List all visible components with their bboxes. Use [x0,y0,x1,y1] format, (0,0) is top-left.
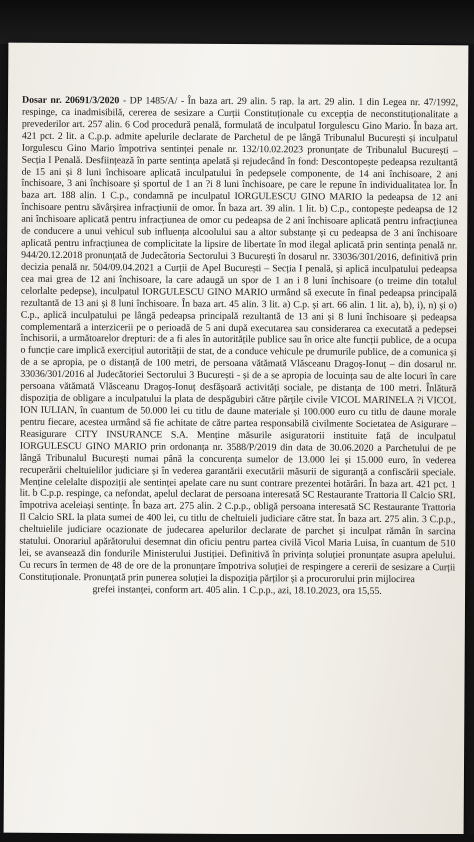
case-number: Dosar nr. 20691/3/2020 [22,94,120,107]
decision-body: - DP 1485/A/ - În baza art. 29 alin. 5 rap. la art. 29 alin. 1 din Legea nr. 47/1992, respinge, ca inadmisibilă, cererea de sesizare a Curții Constituționale cu excepția de neconstituționalitate a prevederilor art. 257 alin. 6 Cod procedură penală, formulată de inculpatul Iorgulescu Gino Mario. În baza art. 421 pct. 2 lit. a C.p.p. admite apelurile declarate de Parchetul de pe lângă Tribunalul București și inculpatul Iorgulescu Gino Mario împotriva sentinței penale nr. 132/10.02.2023 pronunțate de Tribunalul București – Secția I Penală. Desființează în parte sentința apelată și rejudecând în fond: Descontopește pedeapsa rezultantă de 15 ani și 8 luni închisoare aplicată inculpatului în pedepsele componente, de 14 ani închisoare, 2 ani închisoare, 3 ani închisoare și sportul de 1 an ?i 8 luni închisoare, pe care le repune în individualitatea lor. În baza art. 188 alin. 1 C.p., condamnă pe inculpatul IORGULESCU GINO MARIO la pedeapsa de 12 ani închisoare pentru săvârșirea infracțiunii de omor. În baza art. 39 alin. 1 lit. b) C.p., contopește pedeapsa de 12 ani închisoare aplicată pentru infracțiunea de omor cu pedeapsa de 2 ani închisoare aplicată pentru infracțiunea de conducere a unui vehicul sub influența alcoolului sau a altor substanțe și cu pedeapsa de 3 ani închisoare aplicată pentru infracțiunea de complicitate la lipsire de libertate în mod ilegal aplicată prin sentința penală nr. 944/20.12.2018 pronunțată de Judecătoria Sectorului 3 București în dosarul nr. 33036/301/2016, definitivă prin decizia penală nr. 504/09.04.2021 a Curții de Apel București – Secția I penală, și aplică inculpatului pedeapsa cea mai grea de 12 ani închisoare, la care adaugă un spor de 1 an i 8 luni închisoare (o treime din totalul celorlalte pedepse), inculpatul IORGULESCU GINO MARIO urmând să execute în final pedeapsa principală rezultantă de 13 ani și 8 luni închisoare. În baza art. 45 alin. 3 lit. a) C.p. și art. 66 alin. 1 lit. a), b), i), n) și o) C.p., aplică inculpatului pe lângă pedeapsa principală rezultantă de 13 ani și 8 luni închisoare și pedeapsa complementară a interzicerii pe o perioadă de 5 ani după executarea sau considerarea ca executată a pedepsei închisorii, a următoarelor drepturi: de a fi ales în autoritățile publice sau în orice alte funcții publice, de a ocupa o funcție care implică exercițiul autorității de stat, de a conduce vehicule pe drumurile publice, de a comunica și de a se apropia, pe o distanță de 100 metri, de persoana vătămată Vlăsceanu Dragoș-Ionuț – din dosarul nr. 33036/301/2016 al Judecătoriei Sectorului 3 București - și de a se apropia de locuința sau de alte locuri în care persoana vătămată Vlăsceanu Dragoș-Ionuț desfășoară activități sociale, pe distanța de 100 metri. Înlătură dispoziția de obligare a inculpatului la plata de despăgubiri către părțile civile VICOL MARINELA ?i VICOL ION IULIAN, în cuantum de 50.000 lei cu titlu de daune materiale și 100.000 euro cu titlu de daune morale pentru fiecare, acestea urmând să fie achitate de către partea responsabilă civilmente Societatea de Asigurare – Reasigurare CITY INSURANCE S.A. Menține măsurile asiguratorii instituite față de inculpatul IORGULESCU GINO MARIO prin ordonanța nr. 3588/P/2019 din data de 30.06.2020 a Parchetului de pe lângă Tribunalul București numai până la concurența sumelor de 13.000 lei și 15.000 euro, în vederea recuperării cheltuielilor judiciare și în vederea garantării executării măsurii de siguranță a confiscării speciale. Menține celelalte dispoziții ale sentinței apelate care nu sunt contrare prezentei hotărâri. În baza art. 421 pct. 1 lit. b C.p.p. respinge, ca nefondat, apelul declarat de persoana interesată SC Restaurante Trattoria Il Calcio SRL împotriva aceleiași sentințe. În baza art. 275 alin. 2 C.p.p., obligă persoana interesată SC Restaurante Trattoria Il Calcio SRL la plata sumei de 400 lei, cu titlu de cheltuieli judiciare către stat. În baza art. 275 alin. 3 C.p.p., cheltuielile judiciare ocazionate de judecarea apelurilor declarate de parchet și inculpat rămân în sarcina statului. Onorariul apărătorului desemnat din oficiu pentru partea civilă Vicol Maria Luisa, în cuantum de 510 lei, se avansează din fondurile Ministerului Justiției. Definitivă în privința soluției pronunțate asupra apelului. Cu recurs în termen de 48 de ore de la pronunțare împotriva soluției de respingere a cererii de sesizare a Curții Constituționale. Pronunțată prin punerea soluției la dispoziția părților și a procurorului prin mijlocirea [19,95,459,585]
decision-closing-line: grefei instanței, conform art. 405 alin. 1 C.p.p., azi, 18.10.2023, ora 15,55. [92,583,382,597]
document-page [4,43,469,836]
photo-top-background [0,0,474,44]
court-decision-text [19,95,458,598]
photo-bottom-background [0,834,474,842]
